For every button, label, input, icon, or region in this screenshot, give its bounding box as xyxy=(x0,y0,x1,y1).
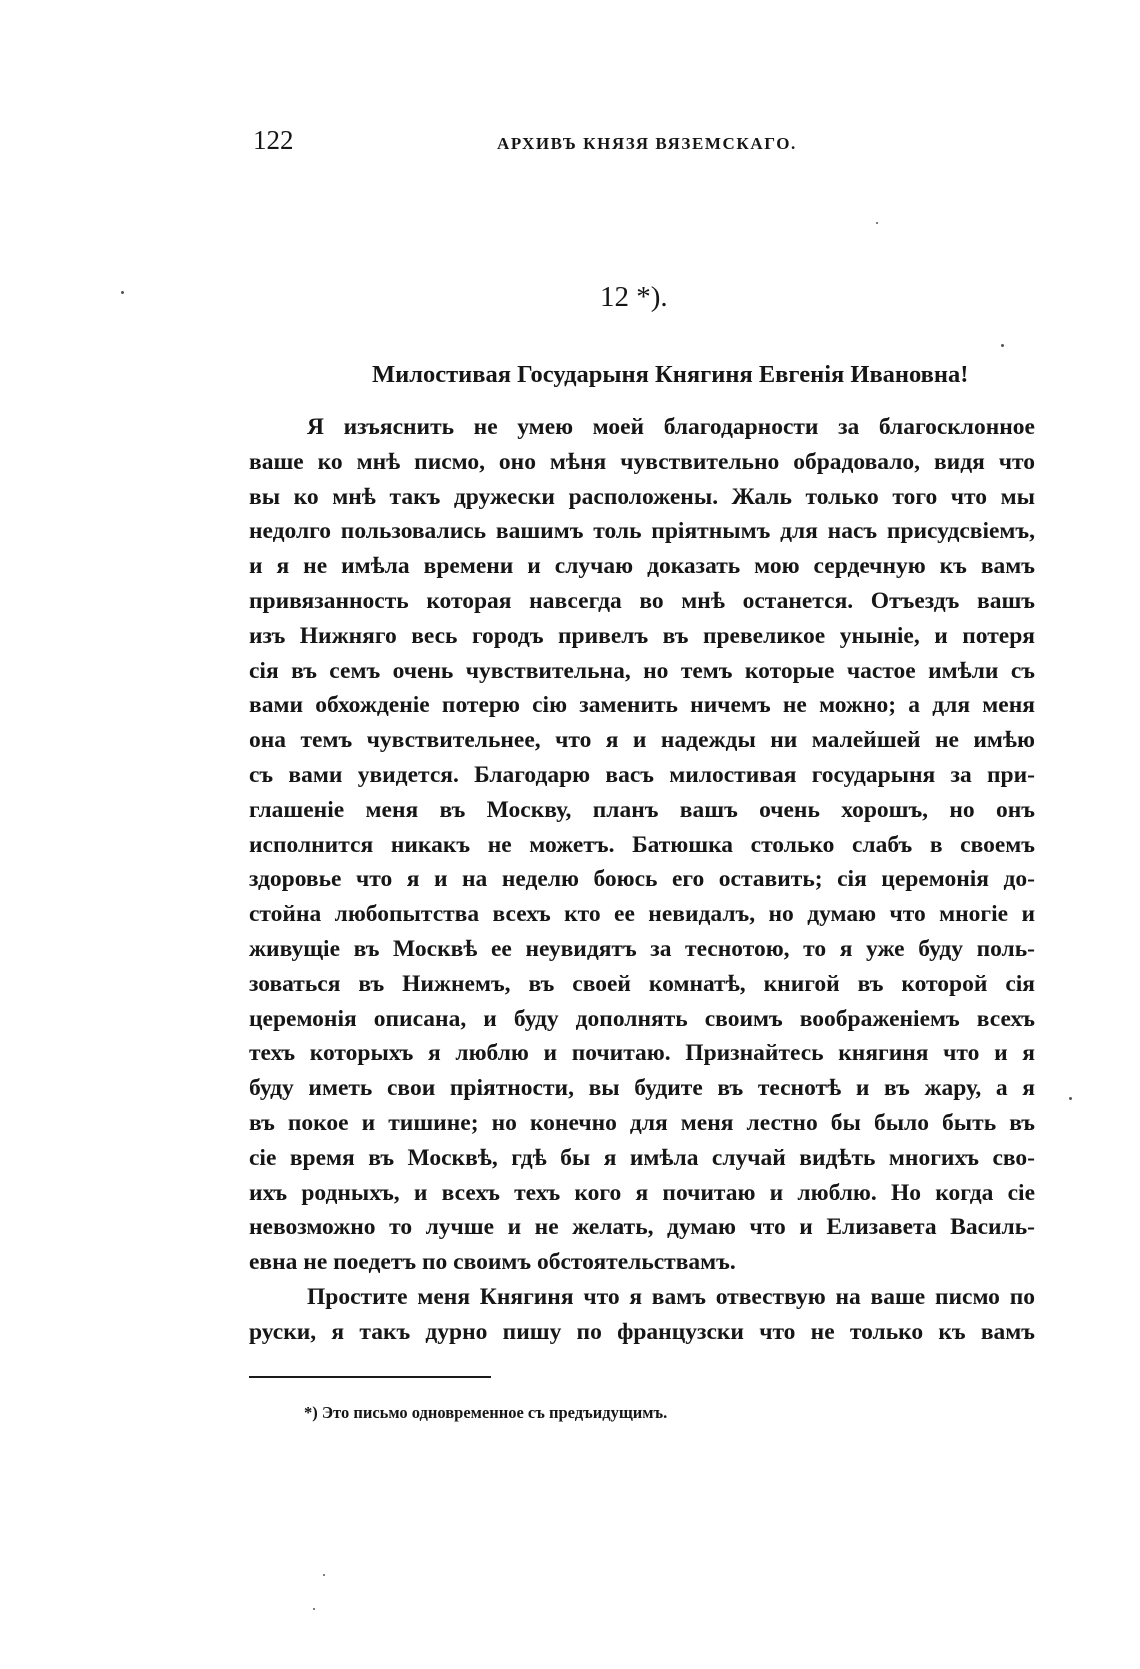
text-line: руски, я такъ дурно пишу по французски что не только къ вамъ xyxy=(249,1318,1035,1345)
footnote: *) Это письмо одновременное съ предъидущимъ. xyxy=(304,1403,668,1422)
text-line: вы ко мнѣ такъ дружески расположены. Жаль только того что мы xyxy=(249,483,1035,510)
text-line: вами обхожденіе потерю сію заменить ничемъ не можно; а для меня xyxy=(249,692,1035,719)
text-line: Простите меня Княгиня что я вамъ отвествую на ваше писмо по xyxy=(307,1283,1035,1310)
text-line: невозможно то лучше и не желать, думаю что и Елизавета Василь- xyxy=(249,1214,1035,1241)
scan-speck xyxy=(323,1574,325,1576)
text-line: въ покое и тишине; но конечно для меня лестно бы было быть въ xyxy=(249,1109,1035,1136)
text-line: глашеніе меня въ Москву, планъ вашъ очень хорошъ, но онъ xyxy=(249,796,1035,823)
text-line: изъ Нижняго весь городъ привелъ въ превеликое уныніе, и потеря xyxy=(249,622,1035,649)
letter-salutation: Милостивая Государыня Княгиня Евгенія Ивановна! xyxy=(372,361,969,388)
letter-body xyxy=(249,410,1035,1350)
text-line: ихъ родныхъ, и всехъ техъ кого я почитаю и люблю. Но когда сіе xyxy=(249,1179,1035,1206)
scan-speck xyxy=(1001,344,1004,347)
text-line: церемонія описана, и буду дополнять своимъ воображеніемъ всехъ xyxy=(249,1005,1035,1032)
running-head: АРХИВЪ КНЯЗЯ ВЯЗЕМСКАГО. xyxy=(497,134,797,153)
scan-speck xyxy=(313,1608,315,1610)
text-line: буду иметь свои пріятности, вы будите въ теснотѣ и въ жару, а я xyxy=(249,1075,1035,1102)
text-line: здоровье что я и на неделю боюсь его оставить; сія церемонія до- xyxy=(249,866,1035,893)
text-line: она темъ чувствительнее, что я и надежды ни малейшей не имѣю xyxy=(249,727,1035,754)
page-number: 122 xyxy=(253,125,294,155)
text-line: зоваться въ Нижнемъ, въ своей комнатѣ, книгой въ которой сія xyxy=(249,970,1035,997)
text-line: техъ которыхъ я люблю и почитаю. Признайтесь княгиня что и я xyxy=(249,1040,1035,1067)
text-line: исполнится никакъ не можетъ. Батюшка столько слабъ в своемъ xyxy=(249,831,1035,858)
text-line: сіе время въ Москвѣ, гдѣ бы я имѣла случай видѣть многихъ сво- xyxy=(249,1144,1035,1171)
scan-speck xyxy=(121,291,124,294)
text-line: евна не поедетъ по своимъ обстоятельствамъ. xyxy=(249,1249,736,1276)
text-line: Я изъяснить не умею моей благодарности за благосклонное xyxy=(307,414,1035,440)
scan-speck xyxy=(1069,1097,1072,1100)
letter-number: 12 *). xyxy=(600,281,668,313)
text-line: привязанность которая навсегда во мнѣ останется. Отъездъ вашъ xyxy=(249,587,1035,614)
text-line: и я не имѣла времени и случаю доказать мою сердечную къ вамъ xyxy=(249,553,1035,580)
footnote-rule xyxy=(249,1376,491,1378)
scan-speck xyxy=(876,222,878,224)
text-line: живущіе въ Москвѣ ее неувидятъ за теснотою, то я уже буду поль- xyxy=(249,935,1035,962)
text-line: стойна любопытства всехъ кто ее невидалъ, но думаю что многіе и xyxy=(249,901,1035,928)
text-line: ваше ко мнѣ писмо, оно мѣня чувствительно обрадовало, видя что xyxy=(249,448,1035,475)
text-line: сія въ семъ очень чувствительна, но темъ которые частое имѣли съ xyxy=(249,657,1035,684)
text-line: недолго пользовались вашимъ толь пріятнымъ для насъ присудсвіемъ, xyxy=(249,518,1035,545)
text-line: съ вами увидется. Благодарю васъ милостивая государыня за при- xyxy=(249,761,1035,788)
